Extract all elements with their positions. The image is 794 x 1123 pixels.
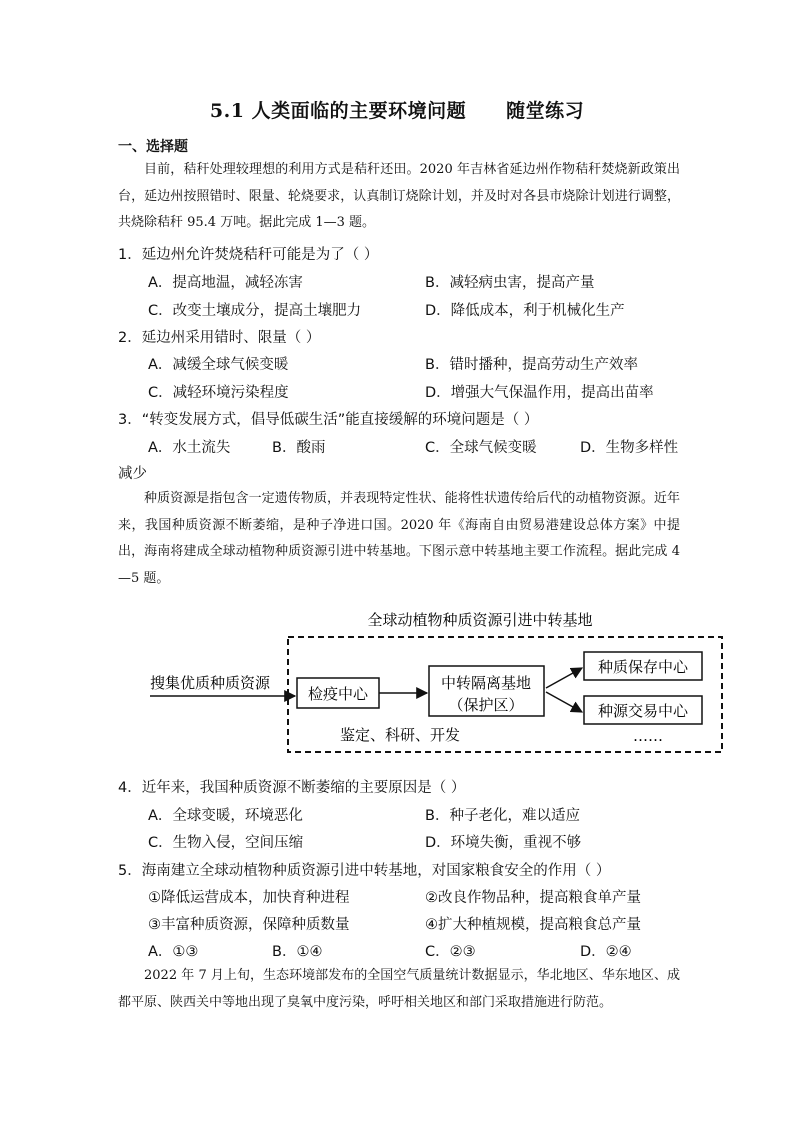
question-4-option-a: A．全球变暖，环境恶化 xyxy=(148,808,303,824)
question-1-option-c: C．改变土壤成分，提高土壤肥力 xyxy=(148,303,362,319)
isolation-base-label: 中转隔离基地 xyxy=(440,674,532,692)
question-4-stem: 4．近年来，我国种质资源不断萎缩的主要原因是（ ） xyxy=(118,780,466,796)
quarantine-label: 检疫中心 xyxy=(307,685,369,703)
passage-ozone: 2022 年 7 月上旬，生态环境部发布的全国空气质量统计数据显示，华北地区、华东地区、成都平原、陕西关中等地出现了臭氧中度污染，呼吁相关地区和部门采取措施进行防范。 xyxy=(118,968,680,1010)
question-1-stem: 1．延边州允许焚烧秸秆可能是为了（ ） xyxy=(118,247,379,263)
question-1-option-d: D．降低成本，利于机械化生产 xyxy=(425,303,625,319)
flow-diagram xyxy=(150,608,730,758)
arrow-base-to-storage xyxy=(546,668,582,688)
question-2-option-a: A．减缓全球气候变暖 xyxy=(148,357,289,373)
question-5-statement-2: ②改良作物品种，提高粮食单产量 xyxy=(425,890,641,906)
question-5-option-a: A．①③ xyxy=(148,944,199,960)
question-5-option-d: D．②④ xyxy=(580,944,632,960)
title-sub: 随堂练习 xyxy=(506,100,585,122)
question-5-stem: 5．海南建立全球动植物种质资源引进中转基地，对国家粮食安全的作用（ ） xyxy=(118,863,611,879)
question-4-option-c: C．生物入侵，空间压缩 xyxy=(148,835,304,851)
question-3-option-c: C．全球气候变暖 xyxy=(425,440,537,456)
diagram-title: 全球动植物种质资源引进中转基地 xyxy=(367,611,593,629)
question-4-option-d: D．环境失衡，重视不够 xyxy=(425,835,582,851)
question-1-option-b: B．减轻病虫害，提高产量 xyxy=(425,275,595,291)
source-label: 搜集优质种质资源 xyxy=(150,674,271,692)
question-3-stem: 3．“转变发展方式，倡导低碳生活”能直接缓解的环境问题是（ ） xyxy=(118,412,539,428)
question-5-option-c: C．②③ xyxy=(425,944,476,960)
page-title xyxy=(0,96,794,123)
question-2-option-c: C．减轻环境污染程度 xyxy=(148,385,289,401)
question-3-option-a: A．水土流失 xyxy=(148,440,231,456)
more-ellipsis: …… xyxy=(633,727,663,745)
passage-straw: 目前，秸秆处理较理想的利用方式是秸秆还田。2020 年吉林省延边州作物秸秆焚烧新政策出台，延边州按照错时、限量、轮烧要求，认真制订烧除计划，并及时对各县市烧除计划进行调整，共烧除秸秆 95.4 万吨。据此完成 1—3 题。 xyxy=(118,162,680,230)
isolation-base-sublabel: （保护区） xyxy=(448,696,524,714)
question-2-option-b: B．错时播种，提高劳动生产效率 xyxy=(425,357,638,373)
storage-center-label: 种质保存中心 xyxy=(597,658,689,676)
question-5-statement-3: ③丰富种质资源，保障种质数量 xyxy=(148,917,350,933)
title-main: 5.1 人类面临的主要环境问题 xyxy=(209,100,467,122)
question-2-stem: 2．延边州采用错时、限量（ ） xyxy=(118,330,321,346)
passage-germplasm: 种质资源是指包含一定遗传物质，并表现特定性状、能将性状遗传给后代的动植物资源。近年来，我国种质资源不断萎缩，是种子净进口国。2020 年《海南自由贸易港建设总体方案》中提出，海南将建成全球动植物种质资源引进中转基地。下图示意中转基地主要工作流程。据此完成 4—5 题。 xyxy=(118,491,680,586)
exchange-center-label: 种源交易中心 xyxy=(597,702,689,720)
section-heading: 一、选择题 xyxy=(118,139,188,155)
question-1-option-a: A．提高地温，减轻冻害 xyxy=(148,275,303,291)
question-4-option-b: B．种子老化，难以适应 xyxy=(425,808,580,824)
arrow-base-to-exchange xyxy=(546,692,582,712)
question-5-statement-4: ④扩大种植规模，提高粮食总产量 xyxy=(425,917,641,933)
activities-label: 鉴定、科研、开发 xyxy=(339,726,461,744)
question-3-option-d: D．生物多样性 xyxy=(580,440,679,456)
question-5-statement-1: ①降低运营成本，加快育种进程 xyxy=(148,890,350,906)
question-5-option-b: B．①④ xyxy=(272,944,323,960)
question-3-option-b: B．酸雨 xyxy=(272,440,326,456)
question-2-option-d: D．增强大气保温作用，提高出苗率 xyxy=(425,385,654,401)
question-3-option-d-continued: 减少 xyxy=(118,466,147,482)
